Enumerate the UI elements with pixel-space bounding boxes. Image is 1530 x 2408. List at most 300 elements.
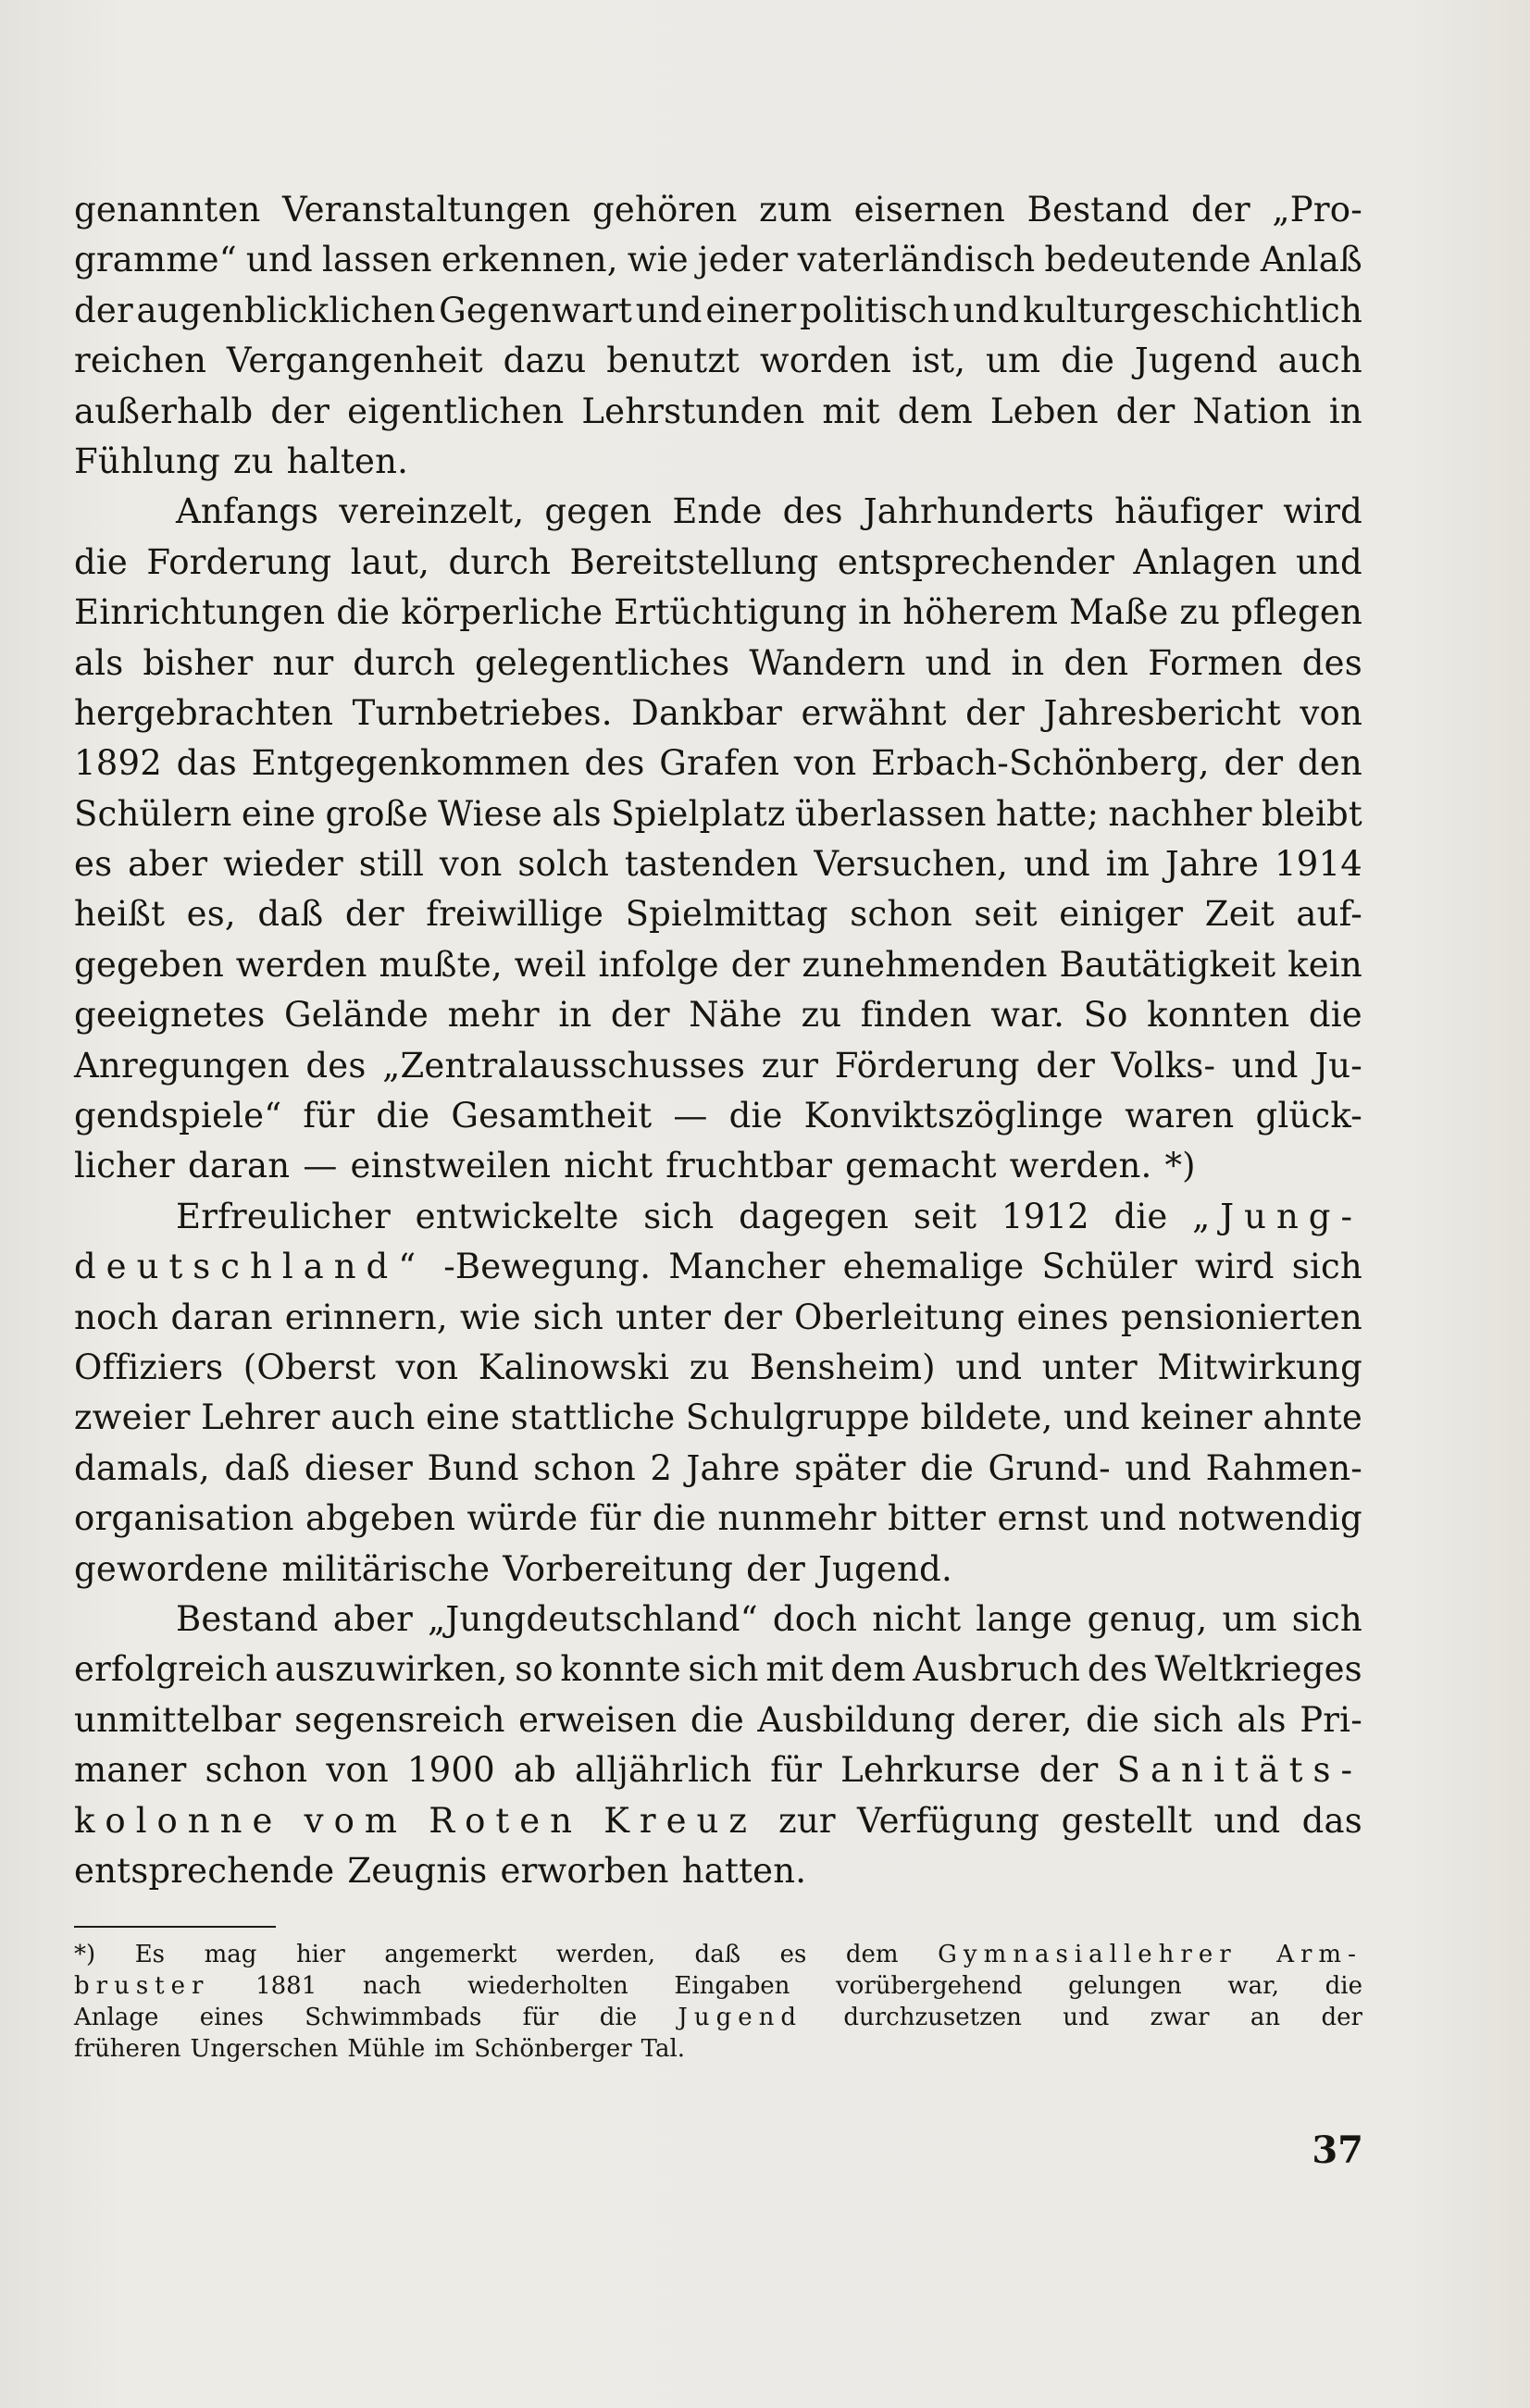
word: Mühle xyxy=(347,2035,426,2063)
text-line xyxy=(74,1141,1362,1191)
word: nicht xyxy=(872,1598,962,1639)
word: die xyxy=(690,1699,744,1740)
word: ernst xyxy=(997,1498,1088,1539)
word: eine xyxy=(241,793,317,834)
word: und xyxy=(245,240,313,280)
word: dem xyxy=(897,391,973,431)
word: Ertüchtigung xyxy=(614,592,848,633)
word: und xyxy=(1100,1498,1167,1539)
word: als xyxy=(552,793,602,834)
text-line xyxy=(74,1796,1362,1846)
word: damals, xyxy=(74,1447,210,1488)
word: Einrichtungen xyxy=(74,592,326,633)
word: benutzt xyxy=(606,341,740,381)
word: entsprechende xyxy=(74,1850,335,1891)
word: die xyxy=(599,2004,638,2031)
word: jeder xyxy=(697,240,789,280)
word: hier xyxy=(295,1941,345,1968)
text-line xyxy=(74,437,1362,487)
word: als xyxy=(74,642,124,683)
word: organisation xyxy=(74,1498,294,1539)
word: vereinzelt, xyxy=(339,491,525,532)
word: glück- xyxy=(1255,1096,1362,1136)
word: zweier xyxy=(74,1397,191,1438)
text-line xyxy=(74,286,1362,336)
word: und xyxy=(955,1347,1023,1387)
word: entsprechender xyxy=(837,541,1115,582)
word: — xyxy=(303,1146,338,1186)
word: wieder xyxy=(223,844,343,885)
word: deutschland“ xyxy=(74,1247,427,1287)
word: bitter xyxy=(888,1498,987,1539)
word: schon xyxy=(850,894,952,935)
word: auch xyxy=(1277,341,1362,381)
word: 1881 xyxy=(255,1972,317,2000)
word: bildete, xyxy=(920,1397,1053,1438)
word: erworben xyxy=(500,1850,669,1891)
word: so xyxy=(515,1649,554,1690)
word: einstweilen xyxy=(350,1146,552,1186)
word: als xyxy=(1237,1699,1287,1740)
word: von xyxy=(395,1347,459,1387)
word: Arm- xyxy=(1276,1941,1362,1968)
word: derer, xyxy=(968,1699,1073,1740)
word: Sanitäts- xyxy=(1116,1750,1362,1791)
word: zwar xyxy=(1150,2004,1210,2031)
word: Entgegenkommen xyxy=(251,743,570,784)
word: licher xyxy=(74,1146,176,1186)
word: große xyxy=(325,793,429,834)
word: mit xyxy=(765,1649,824,1690)
word: tastenden xyxy=(624,844,799,885)
word: gemacht xyxy=(845,1146,997,1186)
word: gramme“ xyxy=(74,240,237,280)
word: eine xyxy=(425,1397,501,1438)
word: der xyxy=(1036,1045,1096,1086)
text-line xyxy=(74,639,1362,689)
word: auch xyxy=(330,1397,416,1438)
word: bruster xyxy=(74,1972,210,2000)
word: Gegenwart xyxy=(439,290,633,330)
word: seit xyxy=(974,894,1038,935)
word: und xyxy=(1213,1800,1281,1841)
word: „Zentralausschusses xyxy=(382,1045,746,1086)
word: der xyxy=(270,391,330,431)
word: Volks- xyxy=(1111,1045,1216,1086)
word: die xyxy=(1325,1972,1362,2000)
word: Anlage xyxy=(74,2004,159,2031)
word: Jugend xyxy=(678,2004,803,2031)
word: pflegen xyxy=(1231,592,1362,633)
text-line xyxy=(74,336,1362,386)
text-line xyxy=(74,1494,1362,1544)
word: sich xyxy=(532,1297,603,1337)
text-line xyxy=(74,1343,1362,1393)
word: der xyxy=(1224,743,1284,784)
word: mehr xyxy=(447,995,540,1036)
word: die xyxy=(74,541,129,582)
word: konnten xyxy=(1147,995,1290,1036)
word: Zeugnis xyxy=(347,1850,488,1891)
word: keiner xyxy=(1140,1397,1253,1438)
word: den xyxy=(1064,642,1129,683)
word: für xyxy=(303,1096,355,1136)
word: konnte xyxy=(560,1649,681,1690)
word: weil xyxy=(514,944,587,985)
word: auszuwirken, xyxy=(274,1649,508,1690)
word: der xyxy=(1039,1750,1099,1791)
word: Eingaben xyxy=(674,1972,790,2000)
word: Gymnasiallehrer xyxy=(938,1941,1238,1968)
text-line xyxy=(74,235,1362,285)
word: der xyxy=(1321,2004,1362,2031)
text-line xyxy=(74,1645,1362,1694)
word: die xyxy=(1061,341,1115,381)
word: Anregungen xyxy=(74,1045,290,1086)
word: das xyxy=(176,743,237,784)
word: *) xyxy=(74,1941,96,1968)
word: werden. xyxy=(1009,1146,1152,1186)
word: Kalinowski xyxy=(478,1347,670,1387)
word: Anfangs xyxy=(176,491,319,532)
word: Erfreulicher xyxy=(176,1196,392,1236)
word: ehemalige xyxy=(842,1247,1025,1287)
word: Turnbetriebes. xyxy=(352,692,613,733)
word: um xyxy=(1222,1598,1277,1639)
word: im xyxy=(434,2035,466,2063)
text-line xyxy=(74,739,1362,788)
word: in xyxy=(558,995,592,1036)
word: der xyxy=(344,894,404,935)
word: „Jungdeutschland“ xyxy=(428,1598,758,1639)
text-line xyxy=(74,487,1362,537)
word: Mancher xyxy=(668,1247,826,1287)
word: Wiese xyxy=(438,793,542,834)
word: Grund- xyxy=(988,1447,1111,1488)
word: segensreich xyxy=(294,1699,505,1740)
word: eisernen xyxy=(853,190,1006,230)
word: gegen xyxy=(544,491,653,532)
word: alljährlich xyxy=(575,1750,753,1791)
word: Formen xyxy=(1148,642,1283,683)
text-line xyxy=(74,1041,1362,1091)
word: aber xyxy=(332,1598,414,1639)
word: in xyxy=(1011,642,1045,683)
word: genannten xyxy=(74,190,261,230)
word: die xyxy=(920,1447,975,1488)
word: die xyxy=(728,1096,783,1136)
word: für xyxy=(770,1750,823,1791)
word: des xyxy=(1087,1649,1149,1690)
word: Maße xyxy=(1069,592,1169,633)
word: abgeben xyxy=(305,1498,456,1539)
word: aber xyxy=(128,844,208,885)
word: mußte, xyxy=(379,944,503,985)
text-line xyxy=(74,1091,1362,1141)
word: war, xyxy=(1227,1972,1279,2000)
word: Konviktszöglinge xyxy=(803,1096,1104,1136)
word: des xyxy=(305,1045,367,1086)
word: für xyxy=(522,2004,559,2031)
word: überlassen xyxy=(794,793,987,834)
word: wie xyxy=(627,240,689,280)
word: in xyxy=(1328,391,1362,431)
word: früheren xyxy=(74,2035,181,2063)
word: Lehrstunden xyxy=(581,391,805,431)
word: angemerkt xyxy=(384,1941,517,1968)
word: Jahrhunderts xyxy=(863,491,1095,532)
word: das xyxy=(1301,1800,1362,1841)
text-line xyxy=(74,1846,1362,1896)
word: häufiger xyxy=(1114,491,1263,532)
word: von xyxy=(793,743,857,784)
word: von xyxy=(326,1750,389,1791)
word: der xyxy=(1115,391,1175,431)
word: 1914 xyxy=(1274,844,1362,885)
word: halten. xyxy=(286,441,409,481)
word: außerhalb xyxy=(74,391,254,431)
footnote xyxy=(74,1939,1362,2065)
word: solch xyxy=(517,844,609,885)
word: daran xyxy=(188,1146,291,1186)
word: Verfügung xyxy=(857,1800,1040,1841)
word: der xyxy=(1191,190,1250,230)
word: Anlagen xyxy=(1133,541,1277,582)
word: der xyxy=(723,1297,782,1337)
word: daß xyxy=(224,1447,291,1488)
word: Schulgruppe xyxy=(685,1397,911,1438)
word: 1892 xyxy=(74,743,162,784)
word: wird xyxy=(1195,1247,1275,1287)
word: nach xyxy=(362,1972,422,2000)
word: 1900 xyxy=(406,1750,495,1791)
word: sich xyxy=(688,1649,759,1690)
word: höherem xyxy=(902,592,1059,633)
word: Jahre xyxy=(686,1447,780,1488)
word: mit xyxy=(822,391,880,431)
word: ahnte xyxy=(1263,1397,1362,1438)
word: mag xyxy=(204,1941,257,1968)
word: kolonne xyxy=(74,1800,283,1841)
word: auf- xyxy=(1296,894,1362,935)
word: Jugend. xyxy=(817,1548,952,1589)
word: den xyxy=(1297,743,1362,784)
footnote-line xyxy=(74,1970,1362,2002)
word: kulturgeschichtlich xyxy=(1023,290,1362,330)
word: Roten xyxy=(429,1800,582,1841)
word: erwähnt xyxy=(801,692,947,733)
word: einiger xyxy=(1059,894,1184,935)
word: gehören xyxy=(592,190,738,230)
word: Nation xyxy=(1192,391,1312,431)
word: und xyxy=(1063,2004,1110,2031)
word: und xyxy=(1125,1447,1192,1488)
word: Rahmen- xyxy=(1205,1447,1362,1488)
text-line xyxy=(74,990,1362,1040)
word: und xyxy=(1063,1397,1130,1438)
word: „Jung- xyxy=(1192,1196,1362,1236)
word: und xyxy=(952,290,1020,330)
word: freiwillige xyxy=(426,894,604,935)
word: Schwimmbads xyxy=(305,2004,482,2031)
word: vom xyxy=(304,1800,407,1841)
word: in xyxy=(858,592,892,633)
footnote-line xyxy=(74,2033,1362,2065)
page-number: 37 xyxy=(1312,2129,1363,2172)
word: des xyxy=(584,743,645,784)
word: für xyxy=(589,1498,641,1539)
word: *) xyxy=(1164,1146,1196,1186)
word: Ende xyxy=(672,491,763,532)
word: Oberleitung xyxy=(793,1297,1005,1337)
text-line xyxy=(74,1595,1362,1645)
text-line xyxy=(74,1192,1362,1242)
word: bedeutende xyxy=(1044,240,1251,280)
word: der xyxy=(746,1548,805,1589)
word: durch xyxy=(353,642,456,683)
word: eigentlichen xyxy=(347,391,565,431)
word: Pri- xyxy=(1300,1699,1362,1740)
word: Ausbildung xyxy=(757,1699,956,1740)
footnote-divider xyxy=(74,1926,276,1928)
word: dieser xyxy=(304,1447,413,1488)
word: die xyxy=(652,1498,706,1539)
word: Es xyxy=(134,1941,166,1968)
word: des xyxy=(1301,642,1362,683)
word: Jahre xyxy=(1164,844,1260,885)
word: dagegen xyxy=(739,1196,889,1236)
word: hatten. xyxy=(681,1850,807,1891)
word: gelegentliches xyxy=(474,642,730,683)
word: unmittelbar xyxy=(74,1699,281,1740)
word: maner xyxy=(74,1750,187,1791)
word: zu xyxy=(689,1347,730,1387)
word: gendspiele“ xyxy=(74,1096,282,1136)
word: der xyxy=(730,944,790,985)
word: finden xyxy=(860,995,972,1036)
word: zur xyxy=(761,1045,819,1086)
word: die xyxy=(376,1096,430,1136)
word: zur xyxy=(778,1800,836,1841)
word: im xyxy=(1105,844,1151,885)
word: sich xyxy=(1291,1598,1362,1639)
word: zu xyxy=(232,441,274,481)
word: worden xyxy=(759,341,892,381)
word: dem xyxy=(845,1941,899,1968)
word: doch xyxy=(772,1598,858,1639)
word: Offiziers xyxy=(74,1347,224,1387)
word: unter xyxy=(1041,1347,1138,1387)
word: nunmehr xyxy=(717,1498,877,1539)
word: Bestand xyxy=(176,1598,318,1639)
word: Zeit xyxy=(1204,894,1275,935)
word: es xyxy=(779,1941,807,1968)
word: Erbach-Schönberg, xyxy=(871,743,1210,784)
word: eines xyxy=(199,2004,264,2031)
text-line xyxy=(74,538,1362,588)
word: Schönberger xyxy=(474,2035,632,2063)
word: pensionierten xyxy=(1120,1297,1362,1337)
word: augenblicklichen xyxy=(136,290,436,330)
footnote-line xyxy=(74,1939,1362,1970)
text-line xyxy=(74,1745,1362,1795)
word: und xyxy=(1295,541,1362,582)
word: 1912 xyxy=(1001,1196,1089,1236)
word: Nähe xyxy=(689,995,783,1036)
word: lange xyxy=(976,1598,1073,1639)
word: Vorbereitung xyxy=(503,1548,734,1589)
word: Schülern xyxy=(74,793,232,834)
word: Grafen xyxy=(659,743,780,784)
word: um xyxy=(985,341,1041,381)
word: vorübergehend xyxy=(835,1972,1023,2000)
text-line xyxy=(74,185,1362,235)
word: eines xyxy=(1016,1297,1109,1337)
word: Lehrkurse xyxy=(840,1750,1021,1791)
word: von xyxy=(1300,692,1362,733)
footnote-line xyxy=(74,2002,1362,2033)
word: daran xyxy=(170,1297,273,1337)
word: So xyxy=(1083,995,1128,1036)
word: werden, xyxy=(555,1941,655,1968)
word: ab xyxy=(513,1750,557,1791)
word: später xyxy=(794,1447,906,1488)
word: dem xyxy=(830,1649,906,1690)
word: Ungerschen xyxy=(190,2035,339,2063)
word: körperliche xyxy=(401,592,603,633)
word: Forderung xyxy=(146,541,332,582)
word: noch xyxy=(74,1297,159,1337)
word: kein xyxy=(1287,944,1362,985)
word: wird xyxy=(1283,491,1362,532)
word: (Oberst xyxy=(243,1347,377,1387)
word: wie xyxy=(459,1297,521,1337)
word: still xyxy=(358,844,425,885)
word: zum xyxy=(759,190,833,230)
word: unter xyxy=(615,1297,712,1337)
word: waren xyxy=(1125,1096,1235,1136)
word: Mitwirkung xyxy=(1157,1347,1362,1387)
word: und xyxy=(1023,844,1090,885)
word: nicht xyxy=(564,1146,653,1186)
word: an xyxy=(1250,2004,1281,2031)
word: war. xyxy=(990,995,1065,1036)
word: nur xyxy=(272,642,334,683)
word: gestellt xyxy=(1061,1800,1193,1841)
word: einer xyxy=(705,290,797,330)
word: der xyxy=(610,995,670,1036)
word: Bautätigkeit xyxy=(1059,944,1276,985)
word: Weltkrieges xyxy=(1154,1649,1362,1690)
word: und xyxy=(925,642,992,683)
word: Gesamtheit xyxy=(451,1096,653,1136)
word: -Bewegung. xyxy=(443,1247,652,1287)
text-line xyxy=(74,1393,1362,1443)
word: — xyxy=(673,1096,708,1136)
word: Schüler xyxy=(1041,1247,1177,1287)
word: Spielplatz xyxy=(611,793,786,834)
word: hatte; xyxy=(995,793,1100,834)
word: heißt xyxy=(74,894,166,935)
word: Jahresbericht xyxy=(1043,692,1281,733)
word: erinnern, xyxy=(284,1297,448,1337)
word: würde xyxy=(466,1498,578,1539)
word: Bensheim) xyxy=(749,1347,936,1387)
text-line xyxy=(74,588,1362,638)
word: Ju- xyxy=(1314,1045,1362,1086)
text-line xyxy=(74,839,1362,889)
word: zunehmenden xyxy=(802,944,1048,985)
